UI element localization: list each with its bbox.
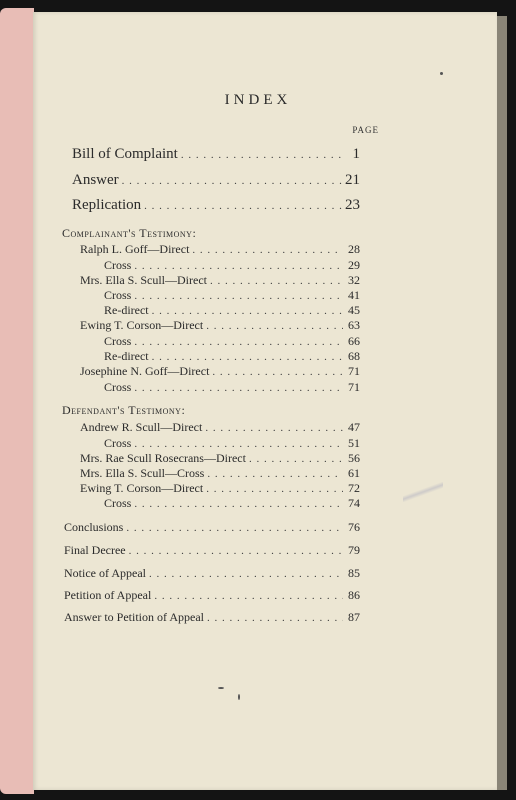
index-entry: Ewing T. Corson—Direct . . . 63 <box>80 318 360 333</box>
paper-speck <box>218 687 224 689</box>
book-edge <box>0 8 34 794</box>
index-page <box>33 12 497 790</box>
index-entry: Re-direct . . . 68 <box>104 349 360 364</box>
index-entry: Josephine N. Goff—Direct . . . 71 <box>80 364 360 379</box>
paper-smudge <box>403 482 443 502</box>
index-entry: Cross . . . 29 <box>104 258 360 273</box>
index-entry: Mrs. Ella S. Scull—Direct . . . 32 <box>80 273 360 288</box>
index-entry-replication: Replication . . . 23 <box>72 197 360 214</box>
index-entry: Cross . . . 74 <box>104 496 360 511</box>
index-entry: Andrew R. Scull—Direct . . . 47 <box>80 420 360 435</box>
index-entry-bill-of-complaint: Bill of Complaint . . . 1 <box>72 146 360 163</box>
index-entry: Cross . . . 71 <box>104 380 360 395</box>
index-entry-petition-of-appeal: Petition of Appeal . . . 86 <box>64 588 360 603</box>
index-entry: Ewing T. Corson—Direct . . . 72 <box>80 481 360 496</box>
index-entry: Ralph L. Goff—Direct . . . 28 <box>80 242 360 257</box>
index-entry: Mrs. Rae Scull Rosecrans—Direct . . . 56 <box>80 451 360 466</box>
index-entry: Re-direct . . . 45 <box>104 303 360 318</box>
index-entry-answer: Answer . . . 21 <box>72 172 360 189</box>
index-entry-conclusions: Conclusions . . . 76 <box>64 520 360 535</box>
index-entry: Mrs. Ella S. Scull—Cross . . . 61 <box>80 466 360 481</box>
paper-speck <box>440 72 443 75</box>
index-entry-notice-of-appeal: Notice of Appeal . . . 85 <box>64 566 360 581</box>
index-entry-answer-to-petition: Answer to Petition of Appeal . . . 87 <box>64 610 360 625</box>
index-entry: Cross . . . 51 <box>104 436 360 451</box>
page-edge-shadow <box>497 16 507 790</box>
index-entry: Cross . . . 66 <box>104 334 360 349</box>
paper-speck <box>238 694 240 700</box>
page-title: INDEX <box>224 92 292 108</box>
page-column-heading: PAGE <box>352 125 379 135</box>
complainant-testimony-heading: Complainant's Testimony: <box>62 226 197 240</box>
defendant-testimony-heading: Defendant's Testimony: <box>62 403 186 417</box>
index-entry-final-decree: Final Decree . . . 79 <box>64 543 360 558</box>
index-entry: Cross . . . 41 <box>104 288 360 303</box>
